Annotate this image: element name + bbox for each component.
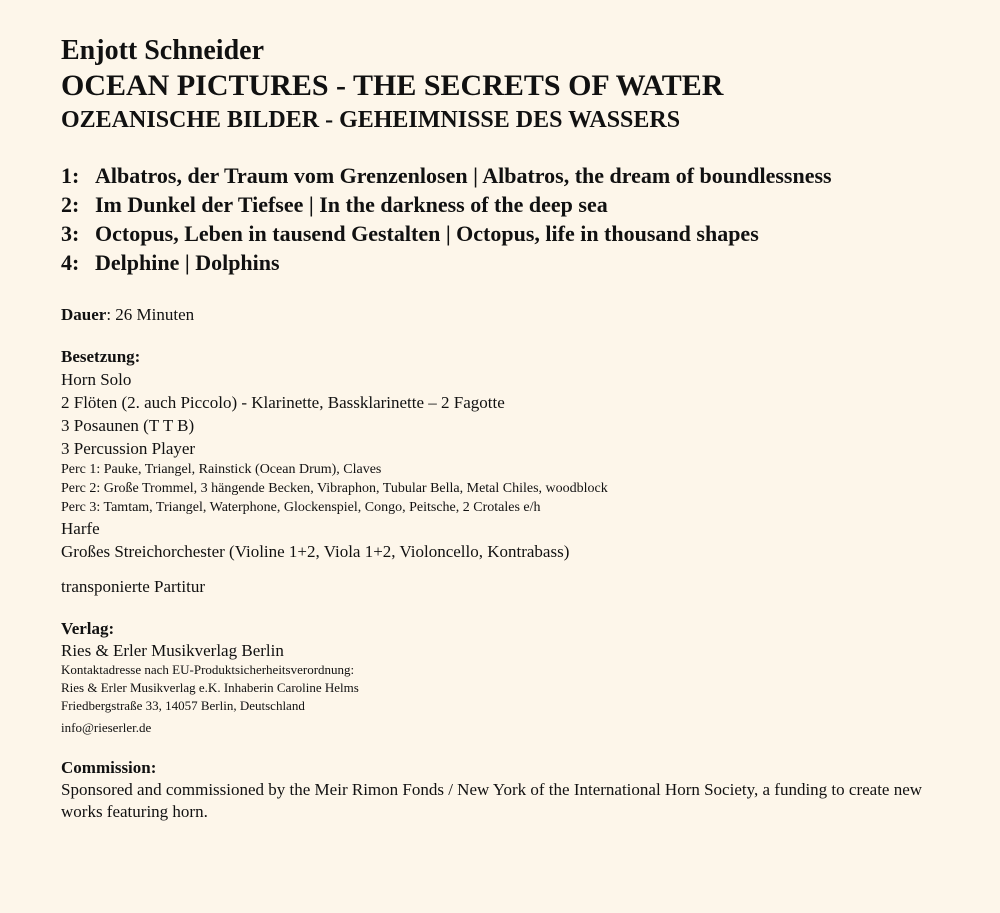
duration-line: [61, 304, 981, 326]
instrument-line: 2 Flöten (2. auch Piccolo) - Klarinette, Bassklarinette – 2 Fagotte: [61, 393, 505, 412]
movement-title: Delphine | Dolphins: [95, 250, 280, 275]
movement-title: Octopus, Leben in tausend Gestalten | Octopus, life in thousand shapes: [95, 221, 759, 246]
movement-item: [61, 161, 981, 190]
scoring-label: Besetzung:: [61, 347, 141, 366]
contact-heading: Kontaktadresse nach EU-Produktsicherheitsverordnung:: [61, 662, 355, 677]
publisher-email: info@rieserler.de: [61, 720, 152, 735]
instrument-line: Horn Solo: [61, 370, 132, 389]
publisher-name: Ries & Erler Musikverlag Berlin: [61, 641, 284, 660]
publisher-label: Verlag:: [61, 619, 115, 638]
publisher-company: Ries & Erler Musikverlag e.K. Inhaberin Caroline Helms: [61, 680, 359, 695]
commission-text: Sponsored and commissioned by the Meir Rimon Fonds / New York of the International Horn Society, a funding to create new works featuring horn.: [61, 780, 923, 821]
commission-label: Commission:: [61, 758, 157, 777]
movement-number: 3:: [61, 221, 80, 246]
movement-number: 4:: [61, 250, 80, 275]
work-title-english: OCEAN PICTURES - THE SECRETS OF WATER: [61, 69, 724, 102]
composer-name: Enjott Schneider: [61, 35, 264, 66]
movement-item: [61, 248, 981, 277]
work-title-german: OZEANISCHE BILDER - GEHEIMNISSE DES WASSERS: [61, 107, 681, 133]
movement-item: [61, 190, 981, 219]
percussion-line: Perc 1: Pauke, Triangel, Rainstick (Ocean Drum), Claves: [61, 462, 382, 477]
duration-value: : 26 Minuten: [106, 305, 195, 324]
commission-section: [61, 757, 981, 823]
transposed-score-note: transponierte Partitur: [61, 577, 205, 596]
percussion-line: Perc 2: Große Trommel, 3 hängende Becken, Vibraphon, Tubular Bella, Metal Chiles, woodblock: [61, 481, 608, 496]
publisher-address: Friedbergstraße 33, 14057 Berlin, Deutschland: [61, 698, 305, 713]
movement-list: [61, 161, 981, 277]
duration-label: Dauer: [61, 305, 107, 324]
movement-title: Im Dunkel der Tiefsee | In the darkness of the deep sea: [95, 192, 608, 217]
strings-line: Großes Streichorchester (Violine 1+2, Viola 1+2, Violoncello, Kontrabass): [61, 542, 570, 561]
instrument-line: 3 Posaunen (T T B): [61, 416, 195, 435]
scoring-section: [61, 346, 981, 563]
movement-title: Albatros, der Traum vom Grenzenlosen | Albatros, the dream of boundlessness: [95, 163, 832, 188]
movement-item: [61, 219, 981, 248]
percussion-line: Perc 3: Tamtam, Triangel, Waterphone, Glockenspiel, Congo, Peitsche, 2 Crotales e/h: [61, 500, 541, 515]
score-info-page: [61, 34, 981, 823]
movement-number: 2:: [61, 192, 80, 217]
movement-number: 1:: [61, 163, 80, 188]
harp-line: Harfe: [61, 519, 100, 538]
instrument-line: 3 Percussion Player: [61, 439, 196, 458]
publisher-section: [61, 618, 981, 737]
